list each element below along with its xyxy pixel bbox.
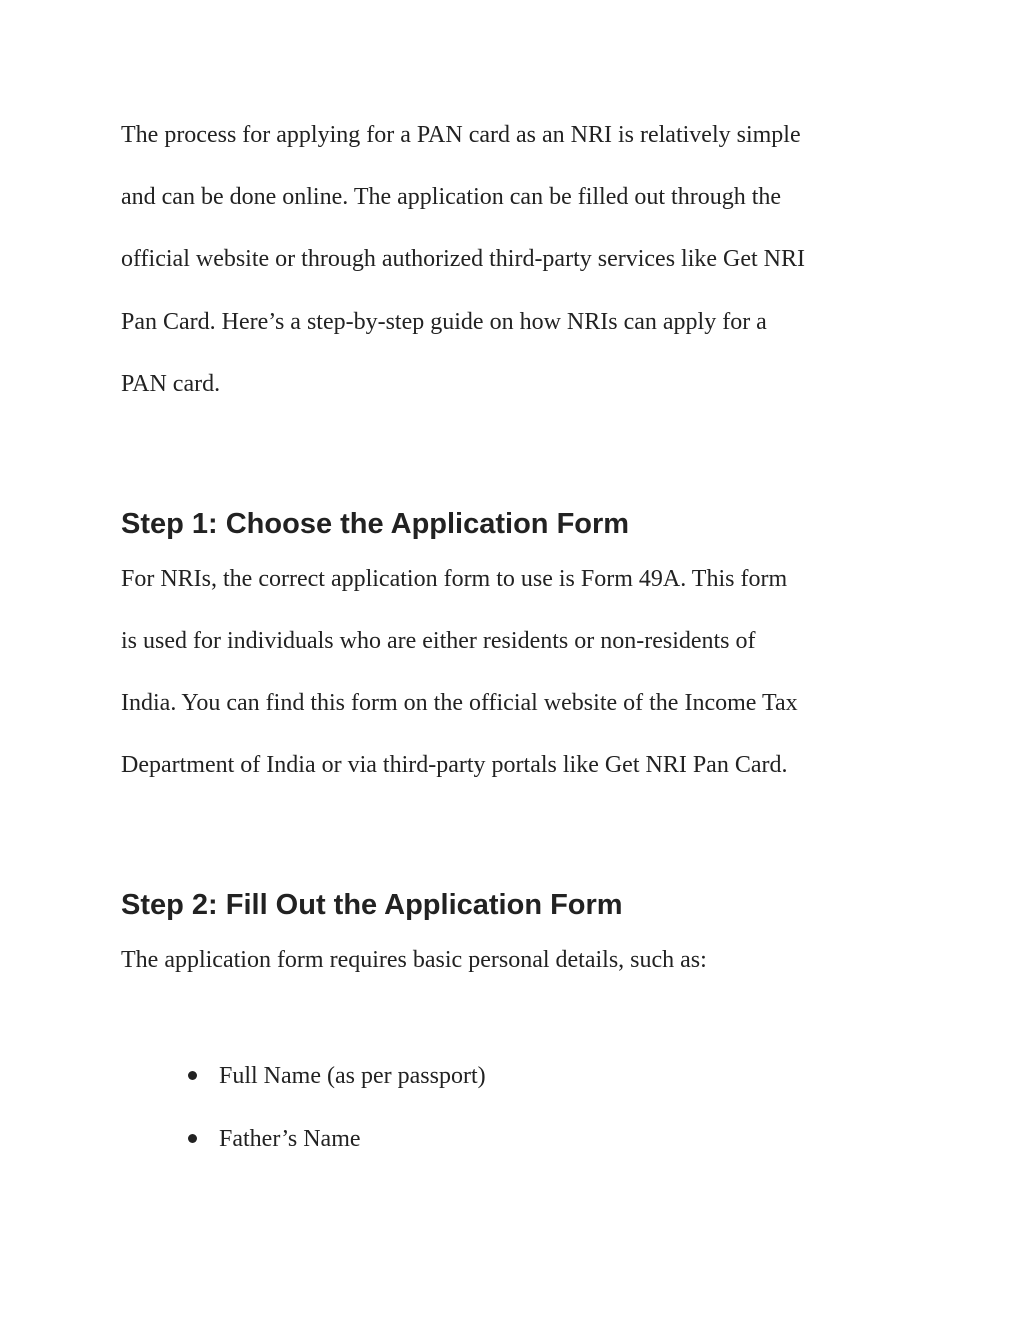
bullet-icon <box>188 1134 197 1143</box>
intro-line: Pan Card. Here’s a step-by-step guide on how NRIs can apply for a <box>121 309 767 335</box>
step1-line: Department of India or via third-party portals like Get NRI Pan Card. <box>121 752 788 778</box>
intro-line: and can be done online. The application can be filled out through the <box>121 184 782 210</box>
list-item-text: Full Name (as per passport) <box>219 1063 486 1089</box>
step1-line: India. You can find this form on the official website of the Income Tax <box>121 690 798 716</box>
intro-line: official website or through authorized third-party services like Get NRI <box>121 246 806 272</box>
step2-line: The application form requires basic personal details, such as: <box>121 947 707 973</box>
intro-line: The process for applying for a PAN card as an NRI is relatively simple <box>121 122 801 148</box>
step1-heading: Step 1: Choose the Application Form <box>121 508 630 540</box>
bullet-icon <box>188 1071 197 1080</box>
list-item-text: Father’s Name <box>219 1126 361 1152</box>
step2-heading: Step 2: Fill Out the Application Form <box>121 889 623 921</box>
list-item <box>188 1124 361 1154</box>
intro-line: PAN card. <box>121 371 221 397</box>
list-item <box>188 1061 486 1091</box>
step1-line: is used for individuals who are either residents or non-residents of <box>121 628 756 654</box>
step1-line: For NRIs, the correct application form to use is Form 49A. This form <box>121 566 788 592</box>
